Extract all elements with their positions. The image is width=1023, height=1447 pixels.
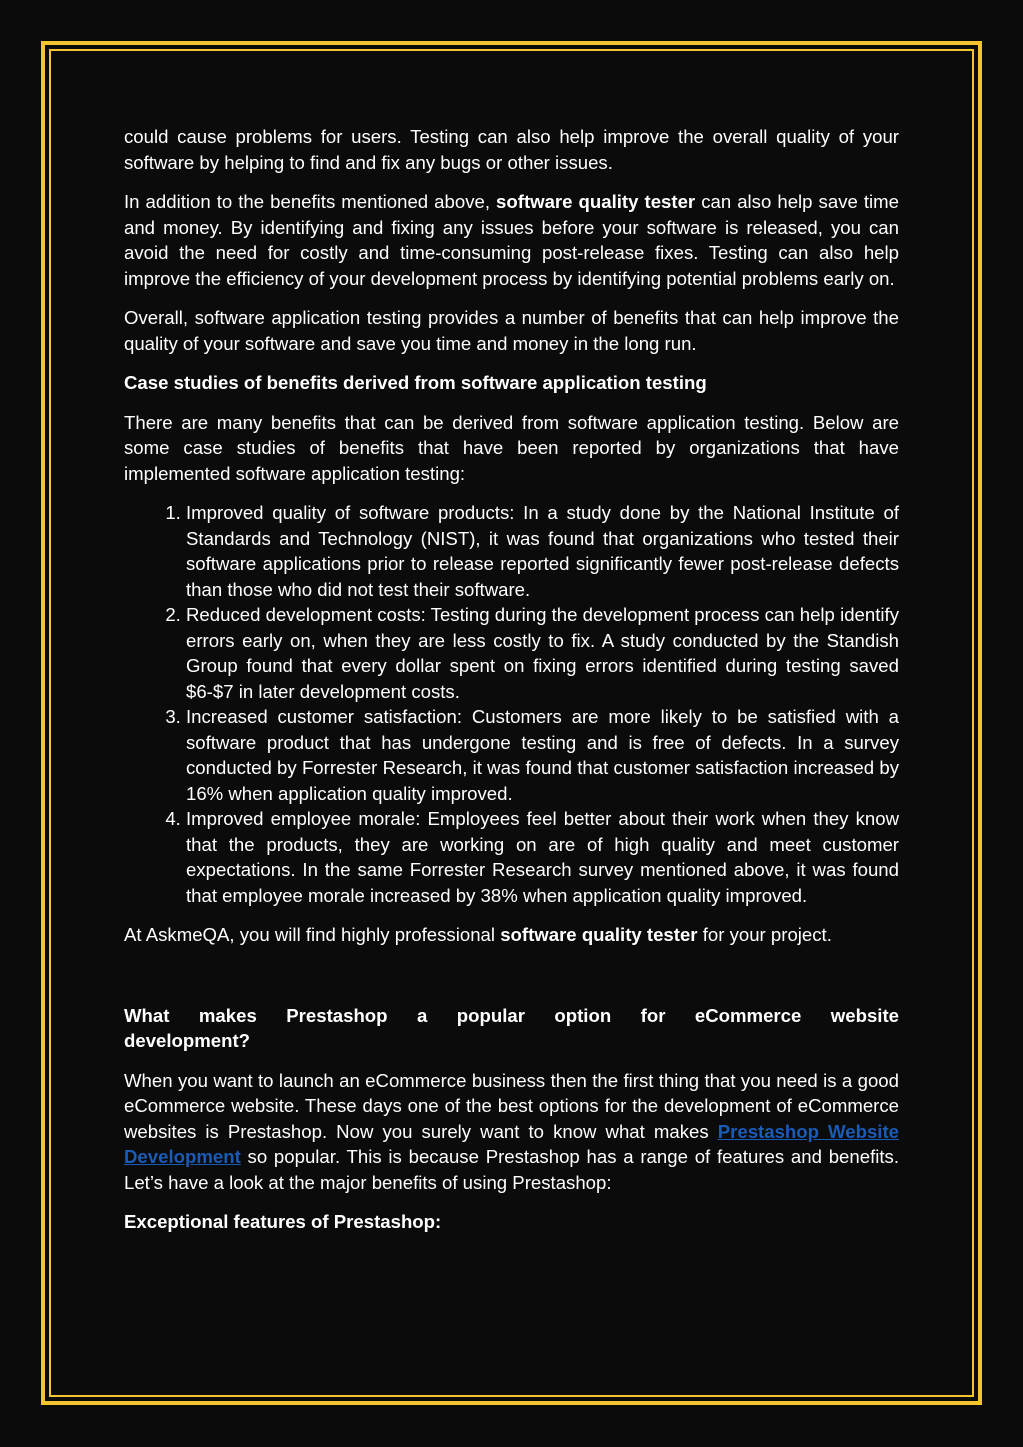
list-item: 2. Reduced development costs: Testing during the development process can help identify errors early on, when they are less costly to fix. A study conducted by the Standish Group found that every dollar spent on fixing errors identified during testing saved $6-$7 in later development costs. xyxy=(186,602,899,704)
document-body xyxy=(124,124,899,1249)
prestashop-website-development-link[interactable]: Prestashop Website Development xyxy=(124,1120,900,1167)
paragraph-benefits-end: can also help save time and money. By identifying and fixing any issues before your software is released, you can avoid the need for costly and time-consuming post-release fixes. Testing can also help improve the efficiency of your development process by identifying potential problems early on. xyxy=(124,191,899,289)
paragraph-askmeqa-start: At AskmeQA, you will find highly professional xyxy=(124,924,501,945)
heading-prestashop xyxy=(124,1003,899,1054)
paragraph-prestashop-start: When you want to launch an eCommerce business then the first thing that you need is a good eCommerce website. These days one of the best options for the development of eCommerce websites is Prestashop. Now you surely want to know what makes xyxy=(124,1069,899,1142)
paragraph-prestashop xyxy=(124,1068,899,1196)
heading-prestashop-line1: What makes Prestashop a popular option for eCommerce website xyxy=(124,1004,899,1026)
list-item: 1. Improved quality of software products: In a study done by the National Institute of Standards and Technology (NIST), it was found that organizations who tested their software applications prior to release reported significantly fewer post-release defects than those who did not test their software. xyxy=(186,500,899,602)
case-studies-list xyxy=(124,500,899,908)
paragraph-askmeqa xyxy=(124,922,899,948)
heading-exceptional-features: Exceptional features of Prestashop: xyxy=(124,1211,442,1232)
paragraph-benefits xyxy=(124,189,899,291)
software-quality-tester-keyword: software quality tester xyxy=(496,191,696,212)
section-spacer xyxy=(124,962,899,1003)
paragraph-case-studies-intro: There are many benefits that can be derived from software application testing. Below are some case studies of benefits that have been reported by organizations that have implemented software application testing: xyxy=(124,411,899,484)
paragraph-askmeqa-end: for your project. xyxy=(697,924,832,945)
paragraph-overall: Overall, software application testing provides a number of benefits that can help improve the quality of your software and save you time and money in the long run. xyxy=(124,307,899,354)
heading-case-studies: Case studies of benefits derived from software application testing xyxy=(124,372,707,393)
list-item: 4. Improved employee morale: Employees feel better about their work when they know that the products, they are working on are of high quality and meet customer expectations. In the same Forrester Research survey mentioned above, it was found that employee morale increased by 38% when application quality improved. xyxy=(186,806,899,908)
paragraph-prestashop-end: so popular. This is because Prestashop has a range of features and benefits. Let’s have a look at the major benefits of using Prestashop: xyxy=(124,1146,899,1193)
paragraph-benefits-start: In addition to the benefits mentioned above, xyxy=(124,191,497,212)
paragraph-intro: could cause problems for users. Testing can also help improve the overall quality of your software by helping to find and fix any bugs or other issues. xyxy=(124,126,899,173)
heading-prestashop-line2: development? xyxy=(124,1030,251,1051)
list-item: 3. Increased customer satisfaction: Customers are more likely to be satisfied with a software product that has undergone testing and is free of defects. In a survey conducted by Forrester Research, it was found that customer satisfaction increased by 16% when application quality improved. xyxy=(186,704,899,806)
software-quality-tester-keyword-2: software quality tester xyxy=(500,924,698,945)
